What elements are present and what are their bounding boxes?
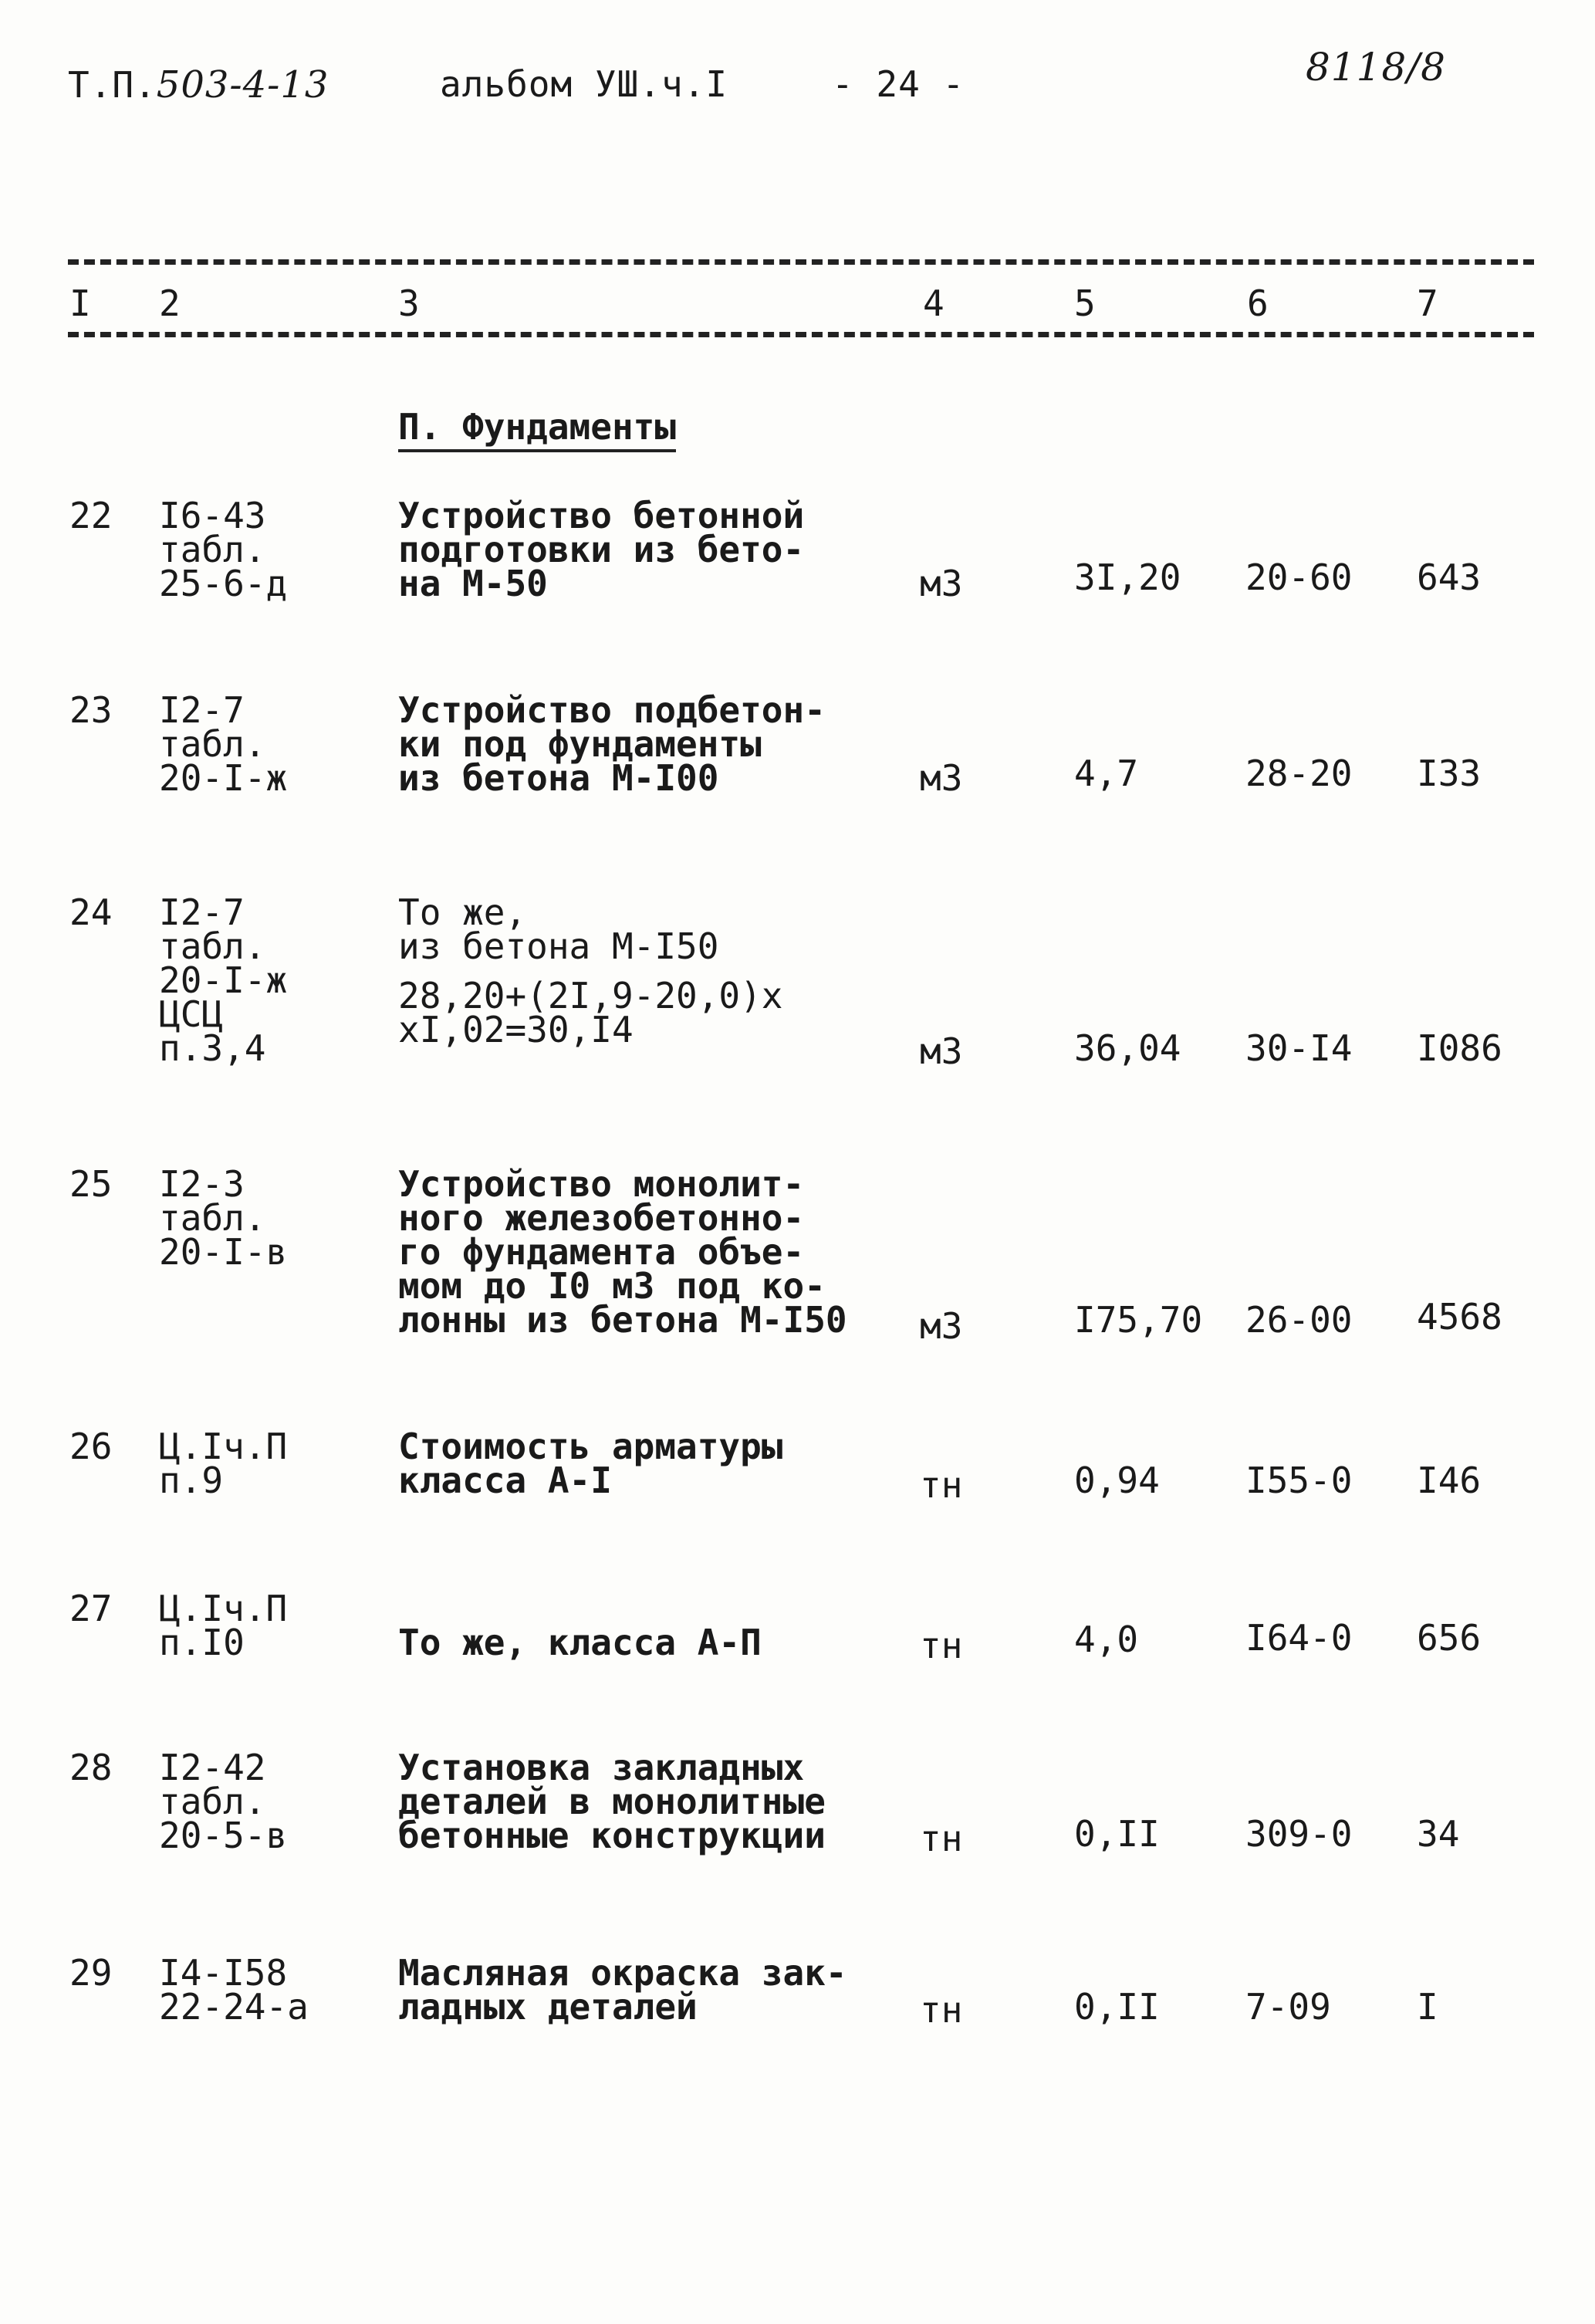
unit: тн <box>920 1625 963 1666</box>
album-label: альбом УШ.ч.I <box>440 63 728 105</box>
row-number: 25 <box>69 1163 113 1205</box>
column-number: 4 <box>923 282 944 324</box>
unit: м3 <box>920 1030 963 1072</box>
column-number: 5 <box>1074 282 1096 324</box>
norm-code: I2-42 табл. 20-5-в <box>159 1747 288 1856</box>
document-code-prefix: Т.П. <box>68 64 157 106</box>
section-title: П. Фундаменты <box>398 406 676 452</box>
total-cost: I33 <box>1417 753 1482 794</box>
row-number: 26 <box>69 1426 113 1467</box>
norm-code: I6-43 табл. 25-6-д <box>159 495 288 604</box>
quantity: I75,70 <box>1074 1299 1203 1341</box>
total-cost: 4568 <box>1417 1296 1502 1338</box>
quantity: 0,94 <box>1074 1460 1160 1501</box>
unit-price: I64-0 <box>1245 1617 1353 1659</box>
total-cost: I <box>1417 1986 1438 2028</box>
unit-price: 20-60 <box>1245 556 1353 598</box>
norm-code: Ц.Iч.П п.9 <box>159 1426 288 1501</box>
norm-code: I2-7 табл. 20-I-ж <box>159 689 288 799</box>
unit-price: 30-I4 <box>1245 1027 1353 1069</box>
unit: м3 <box>920 1305 963 1347</box>
column-number: 7 <box>1417 282 1438 324</box>
row-number: 28 <box>69 1747 113 1788</box>
unit: м3 <box>920 757 963 799</box>
work-description: Устройство бетонной подготовки из бето- на М-50 <box>398 495 805 604</box>
total-cost: I086 <box>1417 1027 1502 1069</box>
row-number: 27 <box>69 1588 113 1629</box>
work-description: Устройство подбетон- ки под фундаменты из бетона М-I00 <box>398 689 826 799</box>
column-number: 6 <box>1247 282 1269 324</box>
norm-code: I4-I58 22-24-а <box>159 1952 309 2028</box>
column-number-row <box>0 282 1595 329</box>
quantity: 4,7 <box>1074 753 1139 794</box>
row-number: 23 <box>69 689 113 731</box>
row-number: 29 <box>69 1952 113 1994</box>
work-description: Масляная окраска зак- ладных деталей <box>398 1952 847 2028</box>
table-header-rule <box>68 332 1534 337</box>
unit-price: 26-00 <box>1245 1299 1353 1341</box>
norm-code: Ц.Iч.П п.I0 <box>159 1588 288 1663</box>
unit-price: 309-0 <box>1245 1813 1353 1855</box>
quantity: 4,0 <box>1074 1619 1139 1660</box>
quantity: 36,04 <box>1074 1027 1181 1069</box>
table-top-rule <box>68 259 1534 265</box>
unit-price: I55-0 <box>1245 1460 1353 1501</box>
row-number: 22 <box>69 495 113 536</box>
unit: м3 <box>920 563 963 604</box>
total-cost: 34 <box>1417 1813 1460 1855</box>
total-cost: 643 <box>1417 556 1482 598</box>
work-description: Стоимость арматуры класса А-I <box>398 1426 783 1501</box>
quantity: 0,II <box>1074 1813 1160 1855</box>
column-number: 2 <box>159 282 181 324</box>
work-description: То же, класса А-П <box>398 1622 762 1663</box>
page-number: - 24 - <box>832 63 965 105</box>
calculation-formula: 28,20+(2I,9-20,0)x xI,02=30,I4 <box>398 975 783 1050</box>
quantity: 3I,20 <box>1074 556 1181 598</box>
quantity: 0,II <box>1074 1986 1160 2028</box>
unit: тн <box>920 1989 963 2031</box>
unit-price: 28-20 <box>1245 753 1353 794</box>
total-cost: I46 <box>1417 1460 1482 1501</box>
work-description: Установка закладных деталей в монолитные бетонные конструкции <box>398 1747 826 1856</box>
handwritten-sheet-number: 8118/8 <box>1306 45 1446 90</box>
norm-code: I2-7 табл. 20-I-ж ЦСЦ п.3,4 <box>159 891 288 1069</box>
norm-code: I2-3 табл. 20-I-в <box>159 1163 288 1273</box>
work-description-text: То же, из бетона М-I50 <box>398 891 719 967</box>
unit: тн <box>920 1818 963 1859</box>
unit: тн <box>920 1464 963 1506</box>
column-number: 3 <box>398 282 420 324</box>
work-description <box>398 891 783 1050</box>
document-code <box>68 63 329 107</box>
work-description: Устройство монолит- ного железобетонно- го фундамента объе- мом до I0 м3 под ко- лонны из бетона М-I50 <box>398 1163 847 1341</box>
row-number: 24 <box>69 891 113 933</box>
document-code-handwritten: 503-4-13 <box>156 63 329 107</box>
unit-price: 7-09 <box>1245 1986 1331 2028</box>
total-cost: 656 <box>1417 1617 1482 1659</box>
column-number: I <box>69 282 91 324</box>
